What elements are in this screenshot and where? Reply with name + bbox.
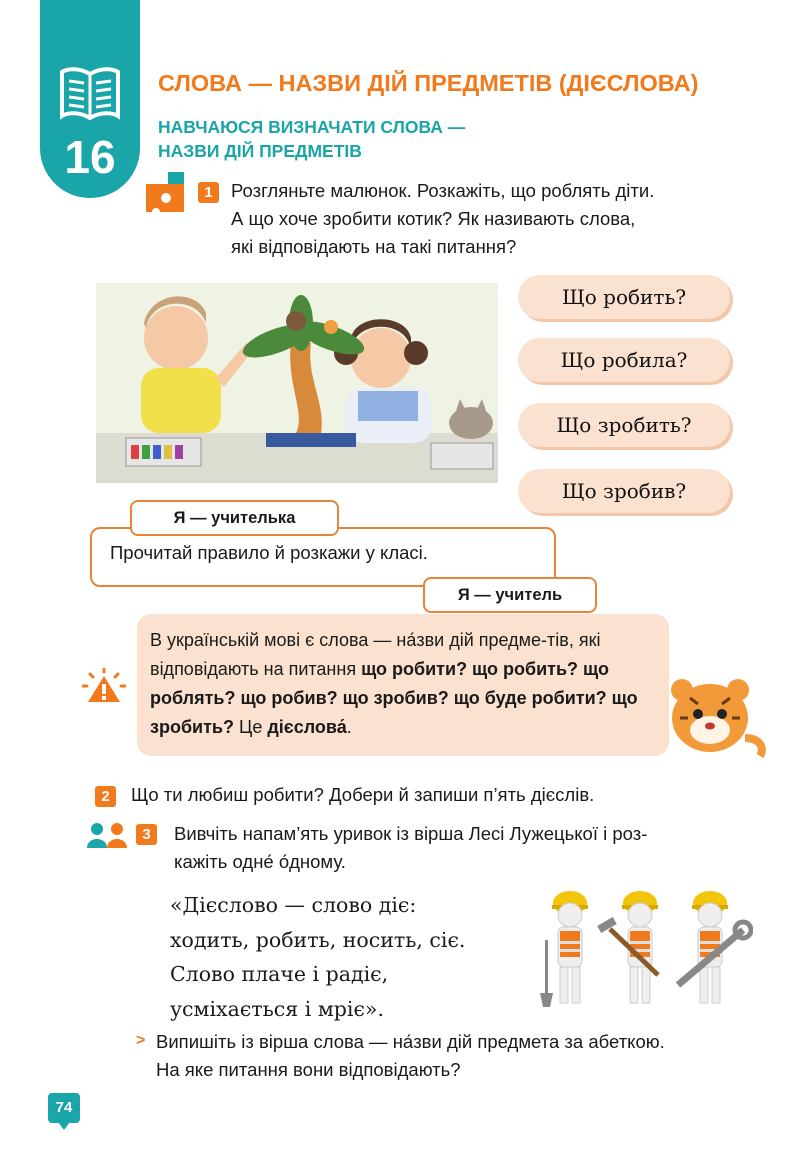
teacher-female-tag: Я — учителька [130,500,339,536]
task-line: Вивчіть напам’ять уривок із вірша Лесі Лужецької і роз- [174,823,648,844]
subtitle-line: НАВЧАЮСЯ ВИЗНАЧАТИ СЛОВА — [158,117,466,137]
rule-part: В українській мові є слова — на́зви дій предме-тів, які відповідають на питання [150,630,601,679]
question-pill: Що робить? [518,275,730,319]
pair-work-icon [85,822,129,848]
subtitle-line: НАЗВИ ДІЙ ПРЕДМЕТІВ [158,141,362,161]
workers-illustration [528,885,753,1010]
subtask-text [156,1028,665,1084]
children-modeling-illustration [96,283,498,483]
rule-term: дієслова́ [267,717,347,737]
task-number: 2 [95,786,116,807]
lesson-title: СЛОВА — НАЗВИ ДІЙ ПРЕДМЕТІВ (ДІЄСЛОВА) [158,70,699,96]
page-marker-tail [58,1122,70,1130]
page-number: 74 [48,1093,80,1123]
task-line: На яке питання вони відповідають? [156,1059,461,1080]
lesson-subtitle [158,115,465,163]
question-pill: Що зробив? [518,469,730,513]
rule-questions: що робити? що робить? що роблять? що робив? що зробив? що буде робити? що зробить? [150,659,638,737]
tiger-cub-mascot [660,668,770,760]
task-line: Розгляньте малюнок. Розкажіть, що роблять діти. [231,180,655,201]
poem-line: «Дієслово — слово діє: [170,893,417,917]
task3-text [174,820,647,876]
warning-icon [82,668,126,706]
teacher-instruction-text: Прочитай правило й розкажи у класі. [110,542,428,563]
question-pill: Що робила? [518,338,730,382]
poem [170,888,465,1026]
teacher-male-tag: Я — учитель [423,577,597,613]
poem-line: ходить, робить, носить, сіє. [170,927,466,952]
puzzle-icon [144,170,190,216]
subtask-marker-icon: > [136,1032,146,1049]
task-line: які відповідають на такі питання? [231,236,517,257]
lesson-number: 16 [64,131,116,183]
rule-part: . [346,717,352,737]
rule-text [150,626,660,742]
poem-line: усміхається і мріє». [170,996,384,1021]
question-pill: Що зробить? [518,403,730,447]
task-line: А що хоче зробити котик? Як називають слова, [231,208,636,229]
task2-text: Що ти любиш робити? Добери й запиши п’ять дієслів. [131,784,595,805]
rule-part: Це [234,717,268,737]
task1-text [231,177,654,261]
task-line: Випишіть із вірша слова — на́зви дій предмета за абеткою. [156,1031,665,1052]
task-number: 3 [136,824,157,845]
task-line: кажіть одне́ о́дному. [174,851,346,872]
open-book-icon [58,66,122,122]
poem-line: Слово плаче і радіє, [170,962,389,986]
task-number: 1 [198,182,219,203]
